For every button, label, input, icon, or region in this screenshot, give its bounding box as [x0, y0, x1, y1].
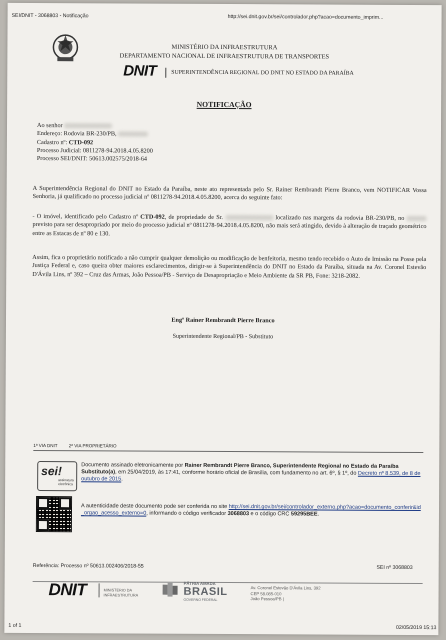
superintendence-title: SUPERINTENDÊNCIA REGIONAL DO DNIT NO ESTADO DA PARAÍBA: [171, 69, 354, 77]
sei-logo-text: sei!: [41, 464, 62, 479]
footer-reference: Referência: Processo nº 50613.002406/2018-55: [32, 563, 144, 570]
p2-part-d: localizado nas margens da rodovia BR-230/PB, no: [275, 214, 405, 222]
paragraph-3: Assim, fica o proprietário notificado a não cumprir qualquer demolição ou modificação de benfeitoria, mesmo tendo recebido o Auto de Imissão na Posse pela Justiça Federal e, caso queira obter maiores esclarecimentos, dirigir-se à Superintendência do DNIT no Estado da Paraíba, situada na Av. Coronel Estevão D'Ávila Lins, nº 392 – Cruz das Armas, João Pessoa/PB - Serviço de Desapropriação e Meio Ambiente da SR PB, Fone: 3218-2082.: [32, 254, 427, 280]
auth-text-a: A autenticidade deste documento pode ser conferida no site: [81, 503, 228, 511]
document-page: [4, 3, 441, 635]
processo-sei: Processo SEI/DNIT: 50613.002575/2018-64: [36, 155, 148, 163]
salutation: Ao senhor: [36, 122, 63, 130]
qr-corner: [59, 497, 71, 509]
sei-logo-sub: assinatura eletrônica: [58, 478, 74, 487]
governo-federal: GOVERNO FEDERAL: [183, 597, 218, 602]
print-date: 02/05/2019 15:13: [395, 624, 437, 632]
brasil-wordmark: BRASIL: [183, 585, 228, 599]
footer-address-line: João Pessoa/PB |: [250, 596, 284, 602]
qr-code: [37, 497, 71, 531]
redacted-address: [118, 132, 148, 137]
addressee-block: [37, 122, 297, 165]
p2-cadastro: CTD-092: [140, 213, 165, 221]
notification-title: NOTIFICAÇÃO: [196, 99, 252, 110]
p2-part-a: - O imóvel, identificado pelo Cadastro nº: [32, 213, 139, 221]
qr-corner: [37, 497, 49, 509]
crc-code: 59295BEE: [290, 511, 318, 518]
page-count: 1 of 1: [8, 622, 22, 629]
signature-statement: Documento assinado eletronicamente por Rainer Rembrandt Pierre Branco, Superintendente Regional no Estado da Paraíba Substituto(a), em 25/04/2019, às 17:41, conforme horário oficial de Brasília, com fundamento no art. 6º, § 1º, do Decreto nº 8.539, de 8 de outubro de 2015.: [81, 462, 421, 483]
footer-address-line: Av. Coronel Estevão D'Ávila Lins, 392: [250, 585, 321, 591]
auth-text-c: e o código CRC: [250, 511, 290, 518]
processo-judicial: Processo Judicial: 0811278-94.2018.4.05.8200: [36, 146, 153, 155]
redacted-name: [64, 123, 112, 128]
dnit-logo: DNIT: [123, 62, 157, 80]
auth-link[interactable]: http://sei.dnit.gov.br/sei/controlador_externo.php?acao=documento_conferir&id_orgao_acesso_externo=0: [80, 504, 421, 517]
signed-name: Rainer Rembrandt Pierre Branco, Superintendente Regional no Estado da Paraíba Substituto(a): [81, 462, 399, 476]
copy-tabs: [33, 443, 126, 448]
cadastro-label: Cadastro nº:: [36, 138, 68, 146]
paragraph-2: [32, 213, 426, 240]
ministry-title: MINISTÉRIO DA INFRAESTRUTURA: [171, 43, 278, 52]
footer-logo-divider: [99, 583, 100, 597]
print-url: http://sei.dnit.gov.br/sei/controlador.php?acao=documento_imprim...: [227, 14, 384, 21]
p2-part-c: , de propriedade de Sr.: [164, 213, 223, 221]
footer-sei-number: SEI nº 3068803: [376, 564, 413, 571]
doc-tag: SEI/DNIT - 3068803 - Notificação: [11, 12, 89, 20]
signatory-name: Engº Rainer Rembrandt Pierre Branco: [171, 316, 275, 325]
brasil-flag-icon: [163, 583, 181, 597]
footer-dnit-logo: DNIT: [48, 580, 87, 600]
qr-corner: [37, 519, 49, 531]
redacted-owner: [225, 215, 273, 220]
department-title: DEPARTAMENTO NACIONAL DE INFRAESTRUTURA DE TRANSPORTES: [119, 52, 330, 61]
auth-code: 3068803: [227, 511, 250, 518]
logo-divider: [165, 68, 166, 78]
cadastro-value: CTD-092: [68, 138, 94, 146]
paragraph-1: A Superintendência Regional do DNIT no Estado da Paraíba, neste ato representada pelo Sr. Rainer Rembrandt Pierre Branco, vem NOTIFICAR Vossa Senhoria, já qualificado no processo judicial nº 0811278-94.2018.4.05.8200, acerca do seguinte fato:: [32, 185, 427, 202]
address-label: Endereço: Rodovia BR-230/PB,: [36, 130, 117, 138]
footer-address-line: CEP 58.085-010: [250, 590, 282, 596]
auth-text-d: .: [317, 511, 320, 518]
signed-text-a: Documento assinado eletronicamente por: [81, 462, 184, 469]
auth-text-b: , informando o código verificador: [146, 510, 227, 518]
footer-divider: [33, 581, 423, 584]
sei-logo: [37, 461, 77, 491]
footer-ministry: MINISTÉRIO DA INFRAESTRUTURA: [103, 588, 139, 598]
patria-amada: PÁTRIA AMADA: [183, 580, 216, 586]
signatory-role: Superintendente Regional/PB - Substituto: [172, 333, 274, 341]
tab-owner-copy: 2ª VIA PROPRIETÁRIO: [68, 443, 117, 449]
footer-address: [251, 585, 321, 602]
redacted-km: [406, 216, 426, 221]
decree-link[interactable]: Decreto nº 8.539, de 8 de outubro de 2015: [81, 470, 421, 483]
signed-text-b: , em 25/04/2019, às 17:41, conforme horário oficial de Brasília, com fundamento no art. 6º, § 1º, do: [115, 469, 357, 477]
authenticity-statement: [81, 503, 421, 519]
p2-part-e: previsto para ser desapropriado por meio do processo judicial nº 0811278-94.2018.4.05.8200, não mais será atingido, devido à alteração de traçado geométrico entre as Estacas de nº 80 e 130.: [32, 221, 427, 238]
tab-dnit-copy: 1ª VIA DNIT: [33, 443, 58, 449]
